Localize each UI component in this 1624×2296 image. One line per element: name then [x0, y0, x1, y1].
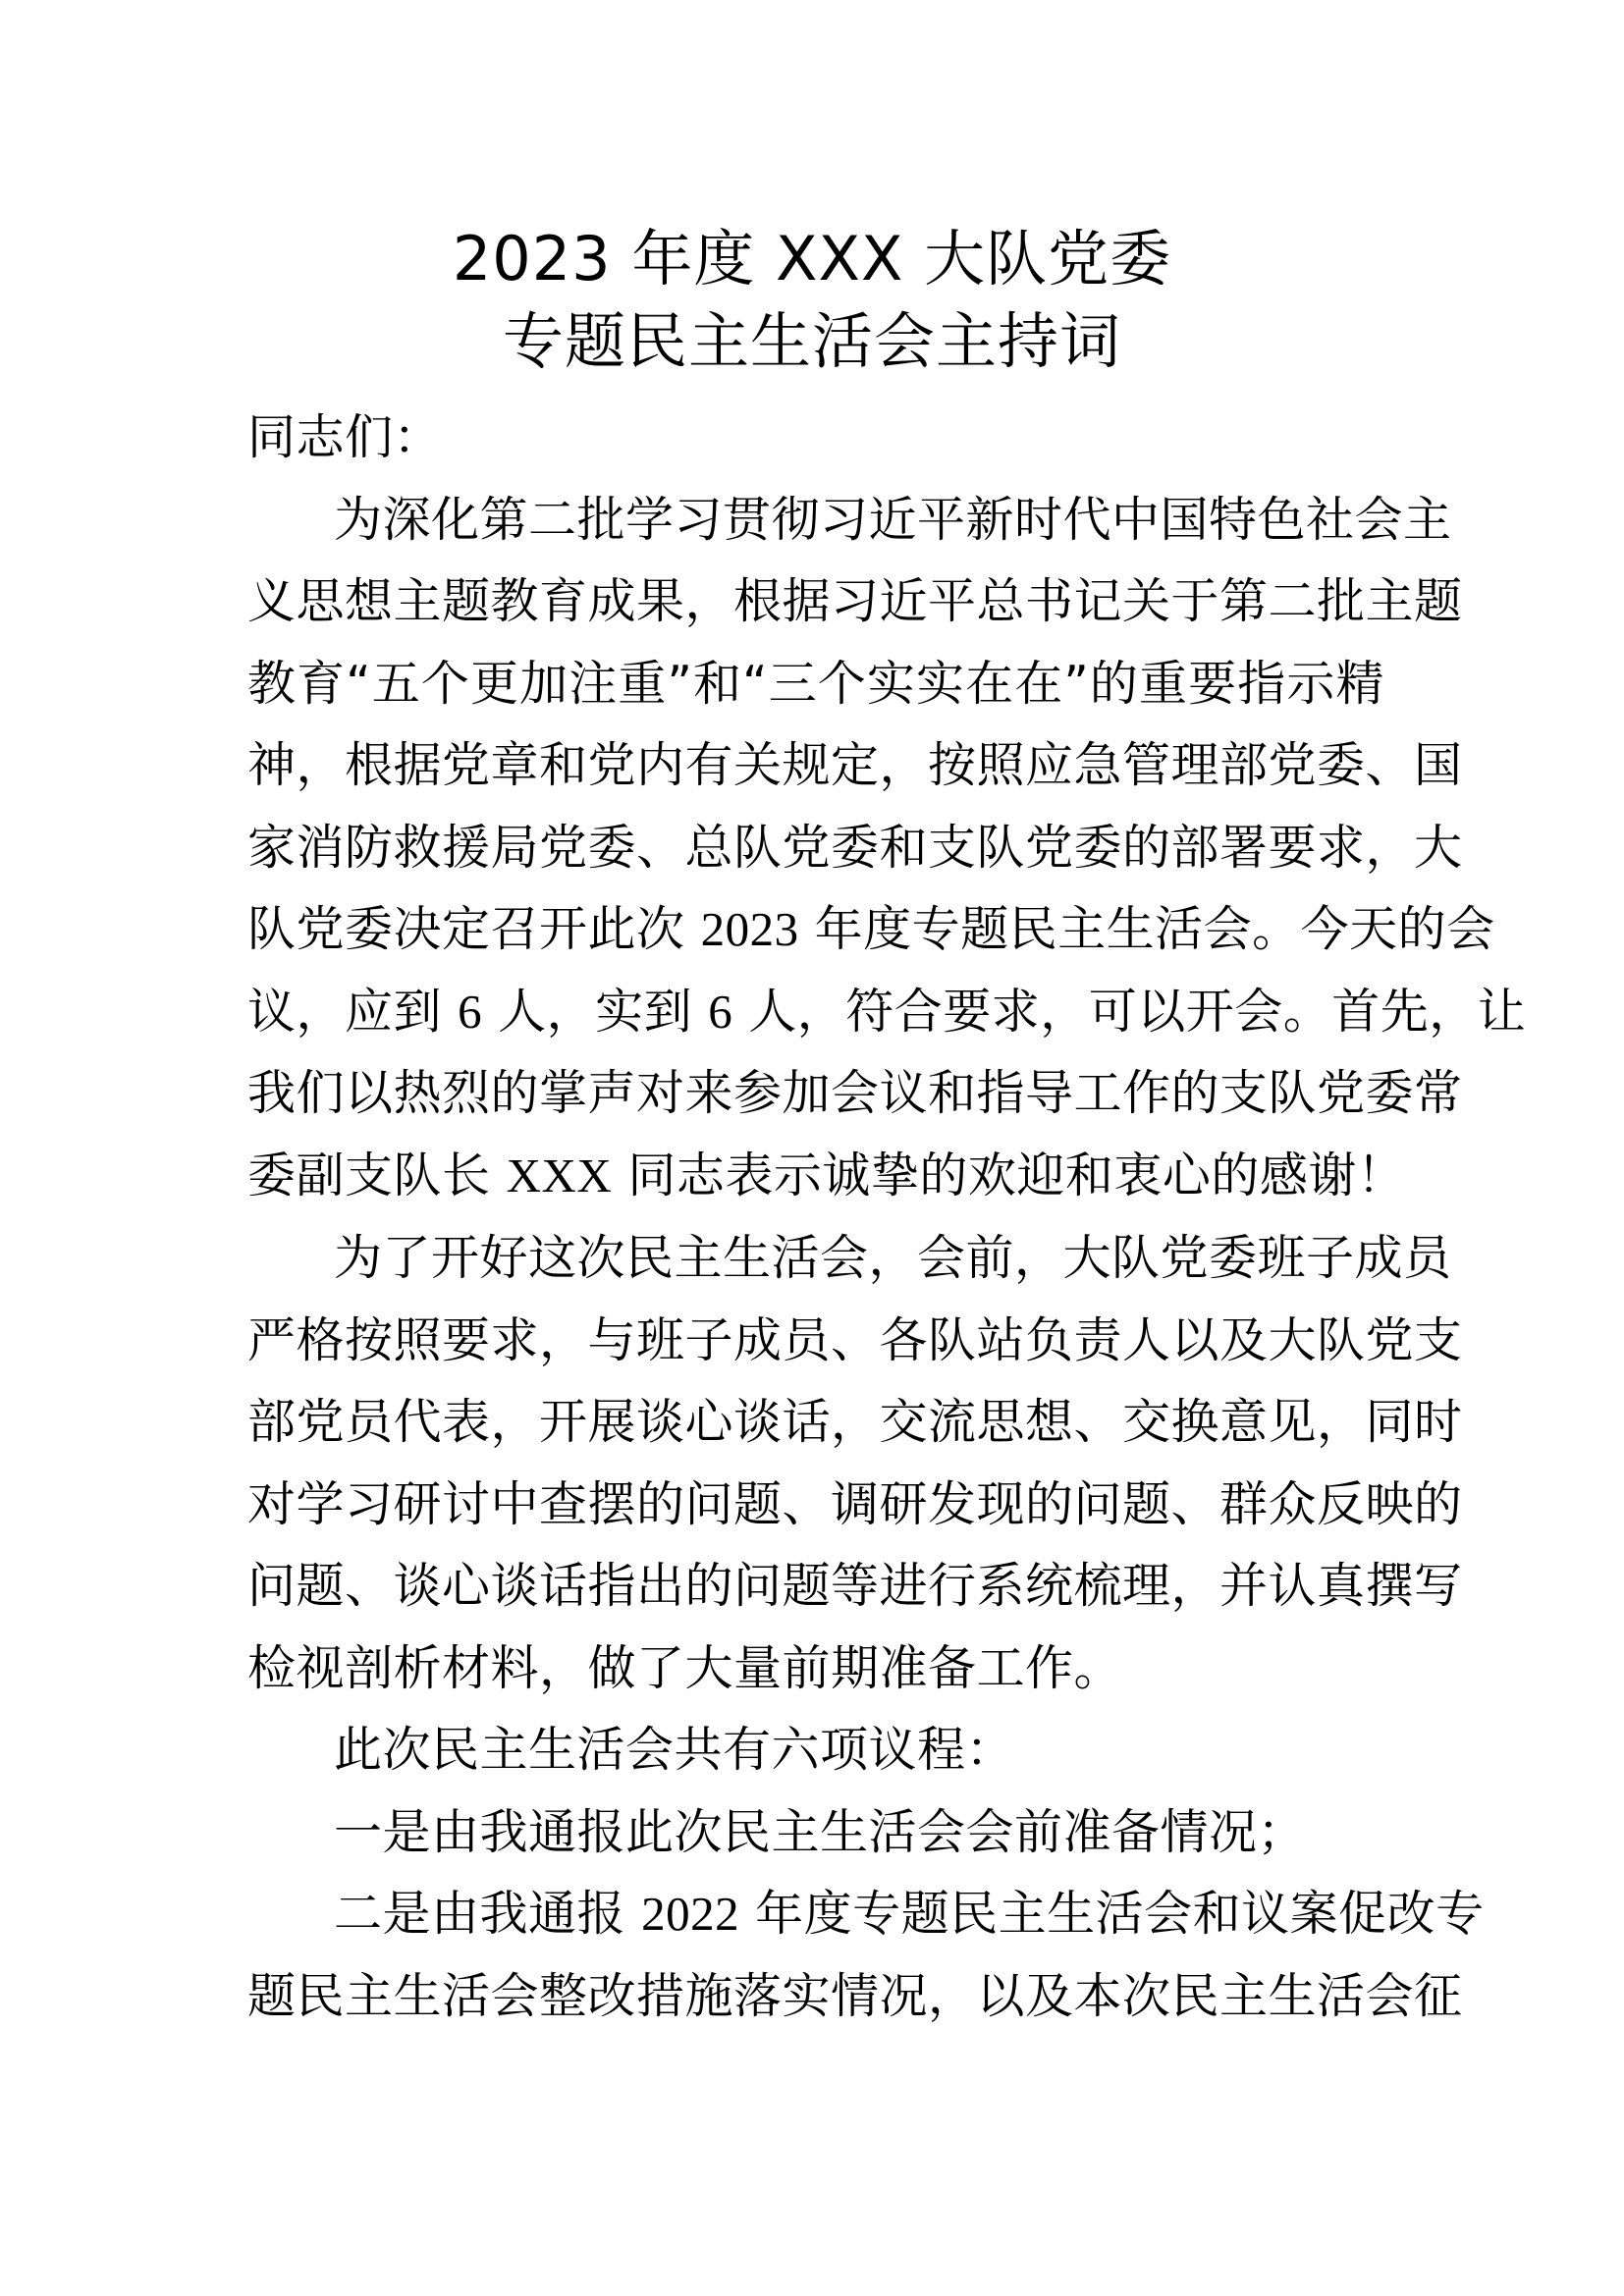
paragraph-2-line-6: 检视剖析材料，做了大量前期准备工作。	[247, 1640, 1123, 1696]
agenda-item-2-line-2: 题民主生活会整改措施落实情况，以及本次民主生活会征	[247, 1968, 1463, 2024]
agenda-item-1: 一是由我通报此次民主生活会会前准备情况；	[334, 1804, 1307, 1860]
document-title-line-1: 2023 年度 XXX 大队党委	[452, 223, 1172, 294]
paragraph-1-line-7: 议，应到 6 人，实到 6 人，符合要求，可以开会。首先，让	[247, 984, 1527, 1040]
agenda-item-2-line-1: 二是由我通报 2022 年度专题民主生活会和议案促改专	[334, 1886, 1485, 1942]
agenda-intro: 此次民主生活会共有六项议程：	[334, 1722, 1015, 1778]
paragraph-1-line-6: 队党委决定召开此次 2023 年度专题民主生活会。今天的会	[247, 901, 1495, 957]
paragraph-2-line-3: 部党员代表，开展谈心谈话，交流思想、交换意见，同时	[247, 1394, 1463, 1450]
paragraph-1-line-4: 神，根据党章和党内有关规定，按照应急管理部党委、国	[247, 737, 1463, 793]
paragraph-1-line-1: 为深化第二批学习贯彻习近平新时代中国特色社会主	[334, 492, 1452, 548]
paragraph-1-line-8: 我们以热烈的掌声对来参加会议和指导工作的支队党委常	[247, 1065, 1463, 1121]
paragraph-2-line-1: 为了开好这次民主生活会，会前，大队党委班子成员	[334, 1230, 1452, 1286]
paragraph-1-line-2: 义思想主题教育成果，根据习近平总书记关于第二批主题	[247, 573, 1463, 629]
paragraph-1-line-3: 教育“五个更加注重”和“三个实实在在”的重要指示精	[247, 656, 1384, 712]
paragraph-1-line-5: 家消防救援局党委、总队党委和支队党委的部署要求，大	[247, 820, 1463, 876]
paragraph-2-line-2: 严格按照要求，与班子成员、各队站负责人以及大队党支	[247, 1312, 1463, 1368]
salutation: 同志们：	[247, 409, 443, 465]
paragraph-1-line-9: 委副支队长 XXX 同志表示诚挚的欢迎和衷心的感谢！	[247, 1148, 1406, 1203]
document-title-line-2: 专题民主生活会主持词	[502, 305, 1121, 377]
paragraph-2-line-5: 问题、谈心谈话指出的问题等进行系统梳理，并认真撰写	[247, 1558, 1463, 1614]
paragraph-2-line-4: 对学习研讨中查摆的问题、调研发现的问题、群众反映的	[247, 1476, 1463, 1532]
